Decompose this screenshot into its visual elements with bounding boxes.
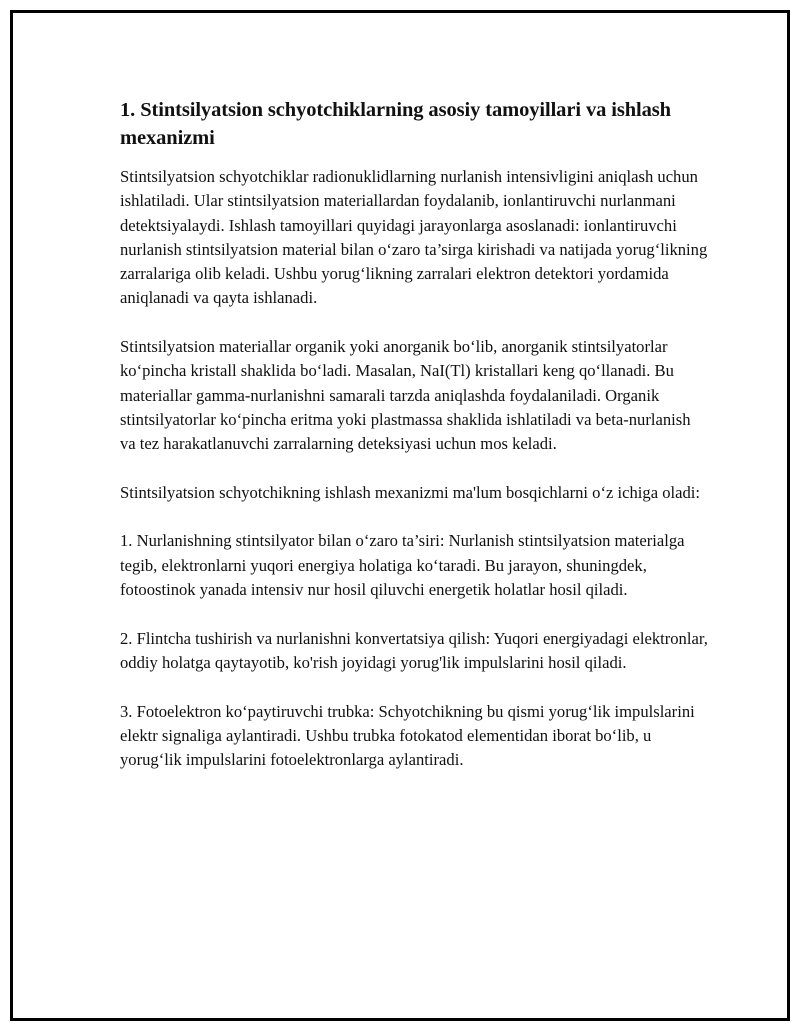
paragraph-step-3: 3. Fotoelektron ko‘paytiruvchi trubka: Schyotchikning bu qismi yorug‘lik impulslarini elektr signaliga aylantiradi. Ushbu trubka fotokatod elementidan iborat bo‘lib, u yorug‘lik impulslarini fotoelektronlarga aylantiradi. [120, 701, 695, 770]
paragraph-intro: Stintsilyatsion schyotchiklar radionuklidlarning nurlanish intensivligini aniqlash uchun ishlatiladi. Ular stintsilyatsion materiallardan foydalanib, ionlantiruvchi nurlanmani detektsiyalaydi. Ishlash tamoyillari quyidagi jarayonlarga asoslanadi: ionlantiruvchi nurlanish stintsilyatsion material bilan o‘zaro ta’sirga kirishadi va natijada yorug‘likning zarralariga olib keladi. Ushbu yorug‘likning zarralari elektron detektori yordamida aniqlanadi va qayta ishlanadi. [120, 167, 708, 308]
paragraph-mechanism-intro: Stintsilyatsion schyotchikning ishlash mexanizmi ma'lum bosqichlarni o‘z ichiga oladi: [120, 482, 700, 502]
paragraph-step-2: 2. Flintcha tushirish va nurlanishni konvertatsiya qilish: Yuqori energiyadagi elektronlar, oddiy holatga qaytayotib, ko'rish joyidagi yorug'lik impulslarini hosil qiladi. [120, 628, 708, 672]
paragraph-materials: Stintsilyatsion materiallar organik yoki anorganik bo‘lib, anorganik stintsilyatorlar ko‘pincha kristall shaklida bo‘ladi. Masalan, NaI(Tl) kristallari keng qo‘llanadi. Bu materiallar gamma-nurlanishni samarali tarzda aniqlashda foydalaniladi. Organik stintsilyatorlar ko‘pincha eritma yoki plastmassa shaklida ishlatiladi va beta-nurlanish va tez harakatlanuvchi zarralarning deteksiyasi uchun mos keladi. [120, 337, 691, 454]
paragraph-step-1: 1. Nurlanishning stintsilyator bilan o‘zaro ta’siri: Nurlanish stintsilyatsion materialga tegib, elektronlarni yuqori energiya holatiga ko‘taradi. Bu jarayon, shuningdek, fotoostinok yanada intensiv nur hosil qiluvchi energetik holatlar hosil qiladi. [120, 531, 685, 600]
section-heading: 1. Stintsilyatsion schyotchiklarning asosiy tamoyillari va ishlash mexanizmi [120, 99, 671, 149]
page-frame [10, 10, 790, 1021]
document-body [120, 96, 710, 797]
